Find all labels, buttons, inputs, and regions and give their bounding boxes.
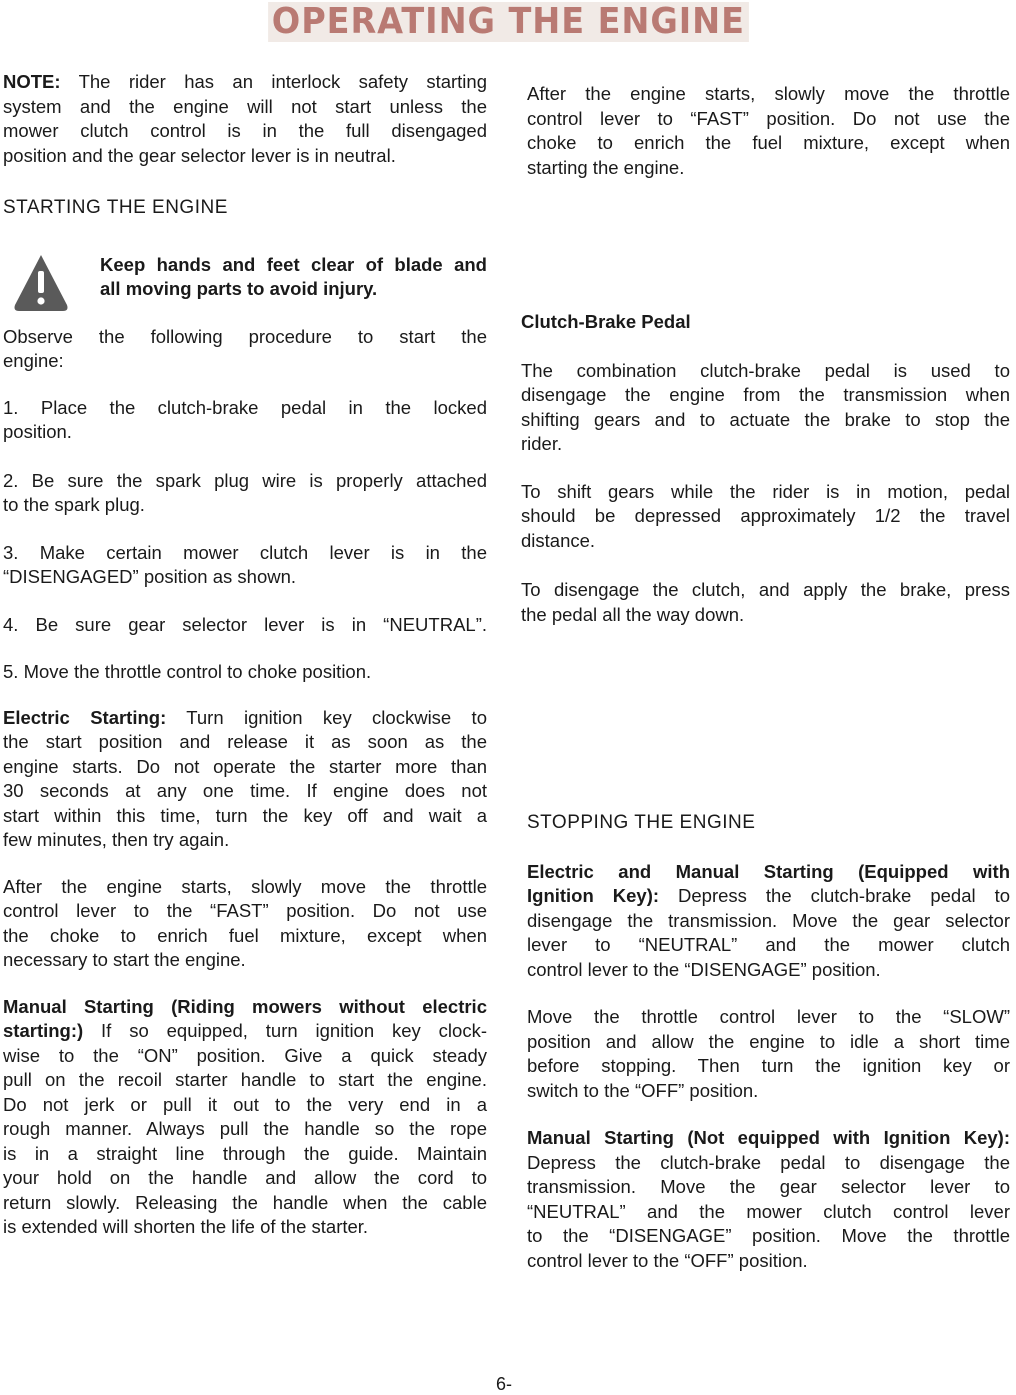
stop-ignition-paragraph: Electric and Manual Starting (Equipped with Ignition Key): Depress the clutch-brake pedal to disengage the transmission. Move the gear selector lever to “NEUTRAL” and the mower clutch control lever to the “DISENGAGE” position. xyxy=(527,860,1011,980)
note-label: NOTE: xyxy=(3,71,61,92)
manual-starting-paragraph: Manual Starting (Riding mowers without electric starting:) If so equipped, turn ignition key clock- wise to the “ON” position. Give a quick steady pull on the recoil starter handle to start the engine. Do not jerk or pull it out to the very end in a rough manner. Always pull the handle so the rope is in a straight line through the guide. Maintain your hold on the handle and allow the cord to return slowly. Releasing the handle when the cable is extended will shorten the life of the starter. xyxy=(3,995,487,1237)
warning-triangle-icon xyxy=(13,253,69,319)
stop-manual-paragraph: Manual Starting (Not equipped with Ignition Key): Depress the clutch-brake pedal to disengage the transmission. Move the gear selector lever to “NEUTRAL” and the mower clutch control lever to the “DISENGAGE” position. Move the throttle control lever to the “OFF” position. xyxy=(527,1127,1010,1271)
step-2: 2. Be sure the spark plug wire is properly attached to the spark plug. xyxy=(3,469,487,515)
starting-heading: STARTING THE ENGINE xyxy=(3,197,228,218)
after-start-paragraph-right: After the engine starts, slowly move the throttle control lever to “FAST” position. Do not use the choke to enrich the fuel mixture, except when starting the engine. xyxy=(527,83,1010,178)
clutch-para-2: To shift gears while the rider is in motion, pedal should be depressed approximately 1/2 the travel distance. xyxy=(521,480,1010,551)
left-column xyxy=(3,70,487,1240)
step-1: 1. Place the clutch-brake pedal in the locked position. xyxy=(3,396,487,442)
warning-block xyxy=(3,253,487,325)
after-start-paragraph-left: After the engine starts, slowly move the throttle control lever to the “FAST” position. Do not use the choke to enrich fuel mixture, except when necessary to start the engine. xyxy=(3,875,487,970)
page-title-banner xyxy=(0,0,1016,42)
step-4: 4. Be sure gear selector lever is in “NEUTRAL”. xyxy=(3,613,487,635)
clutch-para-3: To disengage the clutch, and apply the brake, press the pedal all the way down. xyxy=(521,579,1010,625)
manual-starting-label: Manual Starting (Riding mowers without electric xyxy=(3,995,487,1017)
stopping-heading: STOPPING THE ENGINE xyxy=(527,812,756,833)
stop-throttle-paragraph: Move the throttle control lever to the “SLOW” position and allow the engine to idle a short time before stopping. Then turn the ignition key or switch to the “OFF” position. xyxy=(527,1006,1010,1101)
stop-ignition-label: Electric and Manual Starting (Equipped with xyxy=(527,860,1010,882)
warning-text: Keep hands and feet clear of blade and all moving parts to avoid injury. xyxy=(100,253,487,299)
clutch-brake-heading: Clutch-Brake Pedal xyxy=(521,311,691,332)
stopping-section xyxy=(527,811,1010,1273)
clutch-brake-section xyxy=(521,310,1010,627)
electric-starting-label: Electric Starting: xyxy=(3,706,167,728)
page-number: 6- xyxy=(496,1374,513,1394)
stop-manual-label: Manual Starting (Not equipped with Ignition Key): xyxy=(527,1127,1010,1148)
clutch-para-1: The combination clutch-brake pedal is used to disengage the engine from the transmission when shifting gears and to actuate the brake to stop the rider. xyxy=(521,359,1010,454)
procedure-intro: Observe the following procedure to start the engine: xyxy=(3,325,487,371)
note-paragraph: NOTE: The rider has an interlock safety starting system and the engine will not start unless the mower clutch control is in the full disengaged position and the gear selector lever is in neutral. xyxy=(3,71,487,166)
step-3: 3. Make certain mower clutch lever is in the “DISENGAGED” position as shown. xyxy=(3,541,487,587)
step-5: 5. Move the throttle control to choke position. xyxy=(3,661,372,682)
page-title: OPERATING THE ENGINE xyxy=(268,2,749,42)
electric-starting-paragraph: Electric Starting: Turn ignition key clockwise to the start position and release it as soon as the engine starts. Do not operate the starter more than 30 seconds at any one time. If engine does not start within this time, turn the key off and wait a few minutes, then try again. xyxy=(3,706,487,850)
